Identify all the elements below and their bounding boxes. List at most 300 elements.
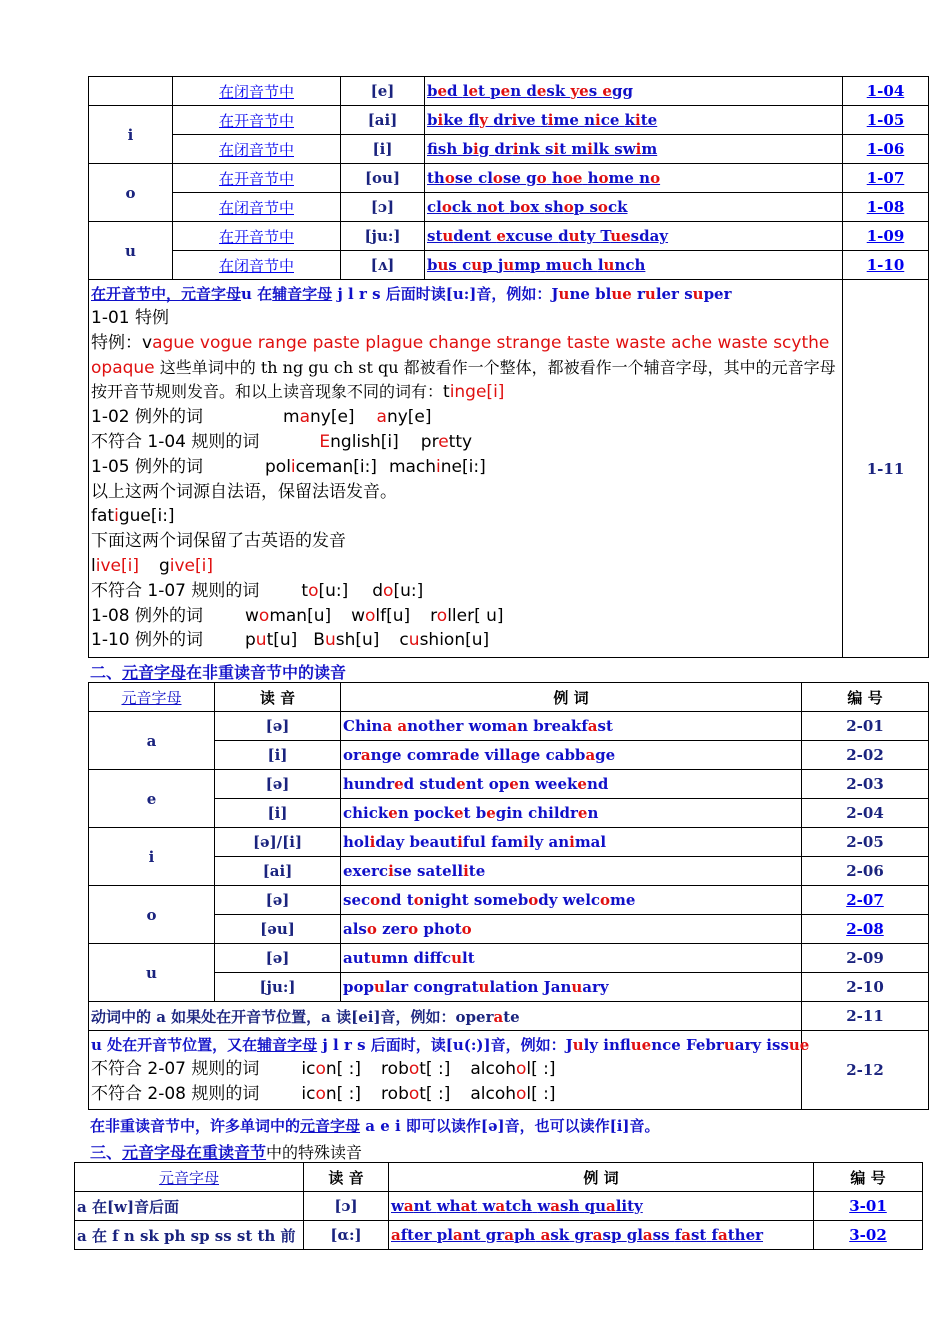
word-vowel: E (319, 431, 331, 452)
text: 不符合 2-08 规则的词 (91, 1083, 260, 1104)
example-word-link[interactable] (478, 169, 526, 187)
example-word-link[interactable] (545, 140, 571, 158)
word-part: J (565, 1036, 573, 1054)
word-vowel: a (360, 746, 371, 764)
syllable-condition-link[interactable]: 在开音节中 (218, 111, 294, 130)
word-part: ty (579, 227, 601, 245)
word-vowel: i (511, 111, 518, 129)
section2-heading-link[interactable]: 元音字母 (122, 663, 187, 682)
example-word-link[interactable] (584, 111, 625, 129)
word-part: per (703, 285, 732, 303)
word-vowel: i (635, 111, 641, 129)
word-vowel: o (600, 891, 611, 909)
word-part: alcoh (470, 1059, 516, 1079)
table1-row (89, 77, 929, 106)
word-part: rob (381, 1083, 409, 1104)
code-cell (843, 106, 929, 135)
syllable-condition-link[interactable]: 在开音节中 (218, 227, 294, 246)
word-part: sday (630, 227, 669, 245)
word-vowel: o (461, 920, 472, 938)
word-part: se (454, 169, 479, 187)
word-part: lation (489, 978, 539, 996)
word-part: p (490, 82, 501, 100)
word-part: t (406, 891, 414, 909)
note-line (91, 306, 840, 331)
word-vowel: a (510, 746, 521, 764)
ipa-cell: [i] (341, 135, 425, 164)
code-cell (802, 886, 929, 915)
word-vowel: a (397, 717, 408, 735)
text: l (91, 555, 96, 576)
word-vowel: a (605, 1197, 616, 1215)
word-part: h (587, 169, 599, 187)
table3-header-row (75, 1163, 923, 1192)
word-part: ss (652, 1226, 670, 1244)
word-part: ge (595, 746, 616, 764)
word-vowel: a (391, 1226, 401, 1244)
word-vowel: e (500, 82, 511, 100)
word-vowel: a (449, 746, 460, 764)
rule-code: 2-06 (846, 862, 884, 880)
word-vowel: u (572, 1036, 584, 1054)
table2-row (89, 799, 929, 828)
code-cell (802, 944, 929, 973)
word-part: or (343, 746, 361, 764)
word-part: nge (370, 746, 402, 764)
word-part: ic (301, 1059, 316, 1079)
word-part: t (540, 111, 548, 129)
table1-note-row (89, 280, 929, 658)
rule-code-link[interactable]: 2-08 (846, 920, 884, 938)
word-part: ny[e] (309, 407, 355, 428)
word-vowel: u (478, 978, 490, 996)
word-vowel: a (403, 1197, 414, 1215)
word-part: day (375, 833, 405, 851)
word-part: satell (417, 862, 464, 880)
word-part: sp (602, 1226, 622, 1244)
example-word-link[interactable] (427, 140, 462, 158)
word-vowel: e (602, 82, 612, 100)
header-sound: 读 音 (215, 683, 341, 712)
word-part: ge (520, 746, 541, 764)
word-part: l[ :] (526, 1059, 556, 1079)
ipa-cell: [ɔ] (341, 193, 425, 222)
example-word-link[interactable] (546, 256, 598, 274)
word-part: l[ :] (526, 1083, 556, 1104)
word-vowel: ue (610, 227, 631, 245)
example-word-link[interactable] (526, 82, 570, 100)
text: u 在 (241, 285, 273, 303)
code-cell (802, 770, 929, 799)
word-part: sec (343, 891, 371, 909)
rule-code-link[interactable]: 3-02 (849, 1226, 887, 1244)
word-part: ic (301, 1083, 316, 1104)
example-word-link[interactable] (614, 140, 657, 158)
example-word-link[interactable] (462, 256, 498, 274)
code-cell (802, 741, 929, 770)
word-part: st (427, 227, 443, 245)
rule-code-link[interactable]: 1-10 (866, 256, 905, 274)
header-vowel-letter[interactable]: 元音字母 (121, 688, 182, 707)
syllable-condition-link[interactable]: 在闭音节中 (218, 82, 294, 101)
word-part: n (584, 111, 596, 129)
syllable-condition-link[interactable]: 在闭音节中 (218, 256, 294, 275)
table1-row (89, 164, 929, 193)
note-line (91, 1033, 810, 1057)
example-word-link[interactable] (462, 140, 494, 158)
table1-row (89, 135, 929, 164)
word-vowel: a (460, 1197, 471, 1215)
word-part: gr (485, 1226, 505, 1244)
word-part: d (447, 82, 463, 100)
word-part: s (588, 82, 603, 100)
word-part: ly (528, 833, 544, 851)
word-part: n (587, 804, 599, 822)
note-line (91, 604, 840, 629)
word-part: ck (607, 198, 628, 216)
section2-footnote: 在非重读音节中，许多单词中的元音字母 a e i 即可以读作[ə]音，也可以读作[i]音。 (90, 1117, 660, 1135)
example-word-link[interactable] (477, 198, 510, 216)
text: 以上这两个词源自法语，保留法语发音。 (91, 481, 397, 502)
example-word-link[interactable] (427, 111, 468, 129)
word-part: s (589, 198, 598, 216)
word-part: dent (453, 227, 497, 245)
example-word-link[interactable] (571, 140, 614, 158)
note-line (91, 331, 840, 405)
table2-header-row (89, 683, 929, 712)
word-part: beaut (409, 833, 458, 851)
word-vowel: o (370, 891, 381, 909)
word-vowel: u (373, 978, 385, 996)
word-part: ary (734, 1036, 762, 1054)
word-vowel: e (468, 82, 479, 100)
example-word-link[interactable] (427, 256, 462, 274)
word-vowel: i (388, 862, 394, 880)
word-part: night (423, 891, 469, 909)
word-part: Chin (343, 717, 383, 735)
word-vowel: u (644, 285, 656, 303)
note-link[interactable]: 在开音节中， (91, 285, 182, 303)
word-part: m (545, 256, 562, 274)
word-part: T (600, 227, 611, 245)
example-word-link[interactable] (463, 82, 490, 100)
word-part: lity (615, 1197, 643, 1215)
code-cell (843, 251, 929, 280)
word-vowel: a (642, 1226, 653, 1244)
syllable-condition-cell (173, 251, 341, 280)
word-part: vill (484, 746, 511, 764)
word-vowel: i (472, 140, 479, 158)
word-vowel: ye (570, 82, 589, 100)
examples-cell (389, 1192, 814, 1221)
word-part: sh (559, 1197, 580, 1215)
syllable-condition-link[interactable]: 在闭音节中 (218, 140, 294, 159)
word-part: comr (406, 746, 450, 764)
section3-heading-link[interactable]: 元音字母在重读音节 (122, 1143, 267, 1162)
word-vowel: o (408, 1083, 420, 1104)
syllable-condition-link[interactable]: 在开音节中 (218, 169, 294, 188)
word-vowel: u (571, 978, 583, 996)
word-part: nd (586, 775, 609, 793)
example-word-link[interactable] (600, 227, 668, 245)
word-part: gl (626, 1226, 643, 1244)
rule-code-link[interactable]: 1-09 (866, 227, 905, 245)
ipa-cell: [ai] (215, 857, 341, 886)
example-word-link[interactable] (625, 111, 658, 129)
word-part: ne (569, 285, 590, 303)
header-vowel-letter[interactable]: 元音字母 (158, 1168, 219, 1187)
code-cell (843, 164, 929, 193)
word-vowel: u (471, 256, 483, 274)
example-word-link[interactable] (570, 82, 602, 100)
word-part: childr (528, 804, 578, 822)
example-word-link[interactable] (496, 227, 558, 245)
word-part: ke (443, 111, 469, 129)
word-vowel: o (413, 891, 424, 909)
examples-cell (425, 77, 843, 106)
word-part: st (690, 1226, 707, 1244)
word-part: j (497, 256, 504, 274)
ipa-cell: [ou] (341, 164, 425, 193)
word-part: l (462, 82, 469, 100)
example-word-link[interactable] (541, 111, 584, 129)
word-part: de (459, 746, 480, 764)
word-part: [u:] (393, 580, 424, 601)
word-part: pock (413, 804, 454, 822)
word-vowel: o (315, 1059, 326, 1079)
vowel-table-2 (88, 682, 929, 1110)
ipa-cell: [ʌ] (341, 251, 425, 280)
word-part: ther (727, 1226, 764, 1244)
word-vowel: a (592, 1226, 603, 1244)
rule-code-link[interactable]: 1-07 (866, 169, 905, 187)
word-vowel: o (516, 1059, 527, 1079)
vowel-letter-cell: u (89, 222, 173, 280)
note-line (91, 1057, 799, 1082)
example-word-link[interactable] (558, 227, 600, 245)
word-part: mal (574, 833, 607, 851)
text: ive[i] (169, 555, 213, 576)
note-link[interactable]: 元音字母 (181, 285, 242, 303)
word-vowel: o (536, 169, 547, 187)
text: gue[i:] (118, 506, 175, 527)
example-word-link[interactable] (494, 140, 545, 158)
example-word-link[interactable] (490, 82, 526, 100)
example-word-link[interactable] (552, 169, 588, 187)
word-part: mn (381, 949, 409, 967)
rule-code-link[interactable]: 1-06 (866, 140, 905, 158)
example-word-link[interactable] (639, 169, 660, 187)
text: fat (91, 506, 115, 527)
condition-cell: a 在[w]音后面 (75, 1192, 304, 1221)
word-vowel: o (598, 169, 609, 187)
rule-code-link[interactable]: 1-08 (866, 198, 905, 216)
word-vowel: y (479, 111, 488, 129)
word-vowel: e (536, 82, 547, 100)
table2-row (89, 712, 929, 741)
example-word-link[interactable] (468, 111, 493, 129)
text: 1-05 例外的词 (91, 456, 203, 477)
example-word-link[interactable] (427, 198, 477, 216)
word-part: d (526, 82, 537, 100)
ipa-cell: [ai] (341, 106, 425, 135)
examples-cell (425, 135, 843, 164)
ipa-cell: [ju:] (215, 973, 341, 1002)
word-vowel: a (718, 1226, 728, 1244)
example-word-link[interactable] (510, 198, 545, 216)
example-word-link[interactable] (427, 82, 463, 100)
word-part: op (488, 775, 510, 793)
example-word-link[interactable] (427, 169, 478, 187)
vowel-letter-cell: u (89, 944, 215, 1002)
word-part: c (399, 630, 409, 651)
word-vowel: o (516, 1083, 527, 1104)
rule-code: 2-03 (846, 775, 884, 793)
word-part: w (391, 1197, 404, 1215)
example-word-link[interactable] (598, 256, 646, 274)
code-cell: 2-12 (802, 1031, 929, 1110)
word-part: nt (462, 1226, 481, 1244)
word-vowel: i (512, 140, 519, 158)
word-part: th (427, 169, 445, 187)
example-word-link[interactable] (493, 111, 541, 129)
word-vowel: a (382, 717, 393, 735)
table2-row (89, 828, 929, 857)
word-vowel: o (408, 920, 419, 938)
word-part: someb (473, 891, 529, 909)
table1-row (89, 106, 929, 135)
vowel-letter-cell: o (89, 886, 215, 944)
table1-row (89, 222, 929, 251)
syllable-condition-link[interactable]: 在闭音节中 (218, 198, 294, 217)
word-vowel: i (595, 111, 601, 129)
word-part: n (518, 775, 530, 793)
word-part: sh (437, 140, 463, 158)
syllable-condition-cell (173, 77, 341, 106)
word-vowel: a (507, 717, 518, 735)
word-part: p (573, 198, 590, 216)
word-vowel: e (456, 775, 466, 793)
word-vowel: o (436, 605, 448, 626)
word-part: fl (468, 111, 480, 129)
examples-cell (341, 886, 802, 915)
vowel-letter-cell (89, 77, 173, 106)
word-vowel: i (635, 140, 642, 158)
rule-code-link[interactable]: 1-04 (866, 82, 905, 100)
word-vowel: o (528, 891, 539, 909)
ipa-cell: [ju:] (341, 222, 425, 251)
examples-cell (341, 857, 802, 886)
examples-cell (389, 1221, 814, 1250)
text: inge[i] (449, 382, 505, 403)
ipa-cell: [i] (215, 741, 341, 770)
text: 1-02 例外的词 (91, 407, 203, 428)
word-part: mp (514, 256, 546, 274)
text: 动词中的 a 如果处在开音节位置，a 读[ei]音，例如： (91, 1007, 456, 1026)
word-part: dy (538, 891, 558, 909)
text: j l r s 后面时读[u:]音，例如： (332, 285, 552, 303)
rule-code: 2-04 (846, 804, 884, 822)
word-vowel: u (370, 949, 382, 967)
table1-row (89, 251, 929, 280)
rule-code-link[interactable]: 3-01 (849, 1197, 887, 1215)
word-part: d (372, 580, 384, 601)
code-cell (843, 222, 929, 251)
note-link[interactable]: 辅音字母 (257, 1036, 318, 1054)
code-cell (802, 712, 929, 741)
note-line (91, 480, 840, 505)
code-cell: 2-11 (802, 1002, 929, 1031)
note-link[interactable]: 辅音字母 (272, 285, 333, 303)
word-vowel: o (408, 1059, 420, 1079)
word-part: sk (546, 82, 571, 100)
word-vowel: o (597, 198, 608, 216)
word-part: cabb (545, 746, 586, 764)
vowel-table-3 (74, 1162, 923, 1250)
example-word-link[interactable] (544, 198, 589, 216)
word-part: t (497, 198, 510, 216)
ipa-cell: [əu] (215, 915, 341, 944)
word-part: me (553, 111, 585, 129)
word-part: b (427, 82, 438, 100)
example-word-link[interactable] (602, 82, 633, 100)
word-vowel: o (487, 198, 498, 216)
word-vowel: u (568, 227, 580, 245)
word-part: g (526, 169, 537, 187)
word-part: gin (495, 804, 523, 822)
word-part: n (510, 82, 527, 100)
rule-code-link[interactable]: 1-05 (866, 111, 905, 129)
word-vowel: e (486, 804, 496, 822)
word-part: gg (611, 82, 633, 100)
word-part: s (684, 285, 693, 303)
examples-cell (341, 828, 802, 857)
word-vowel: u (324, 630, 336, 651)
vowel-letter-cell: a (89, 712, 215, 770)
word-part: te (503, 1007, 520, 1026)
word-part: sw (614, 140, 636, 158)
footnote-link[interactable]: 元音字母 (300, 1117, 361, 1135)
code-cell (843, 77, 929, 106)
word-vowel: e (509, 775, 519, 793)
example-word-link[interactable] (526, 169, 552, 187)
special-words: ague vogue range paste plague change strange taste waste ache waste scythe opaque (91, 332, 830, 378)
word-part: man[u] (269, 605, 332, 626)
example-words-link[interactable] (391, 1197, 643, 1215)
word-vowel: e (577, 775, 587, 793)
example-word-link[interactable] (498, 256, 546, 274)
rule-code-link[interactable]: 2-07 (846, 891, 884, 909)
word-vowel: i (553, 140, 560, 158)
word-part: ly (583, 1036, 599, 1054)
word-vowel: a (587, 717, 598, 735)
word-part: s (545, 140, 554, 158)
word-vowel: a (550, 1197, 560, 1215)
examples-cell (425, 193, 843, 222)
example-word-link[interactable] (427, 227, 496, 245)
word-part: t (463, 804, 471, 822)
ipa-cell: [e] (341, 77, 425, 106)
example-words-link[interactable] (391, 1226, 763, 1244)
word-vowel: o (444, 169, 455, 187)
word-part: st (597, 717, 613, 735)
example-word-link[interactable] (589, 198, 627, 216)
word-part: p (245, 630, 256, 651)
word-part: b (509, 198, 521, 216)
text: 不符合 1-07 规则的词 (91, 580, 260, 601)
syllable-condition-cell (173, 164, 341, 193)
example-word-link[interactable] (588, 169, 640, 187)
